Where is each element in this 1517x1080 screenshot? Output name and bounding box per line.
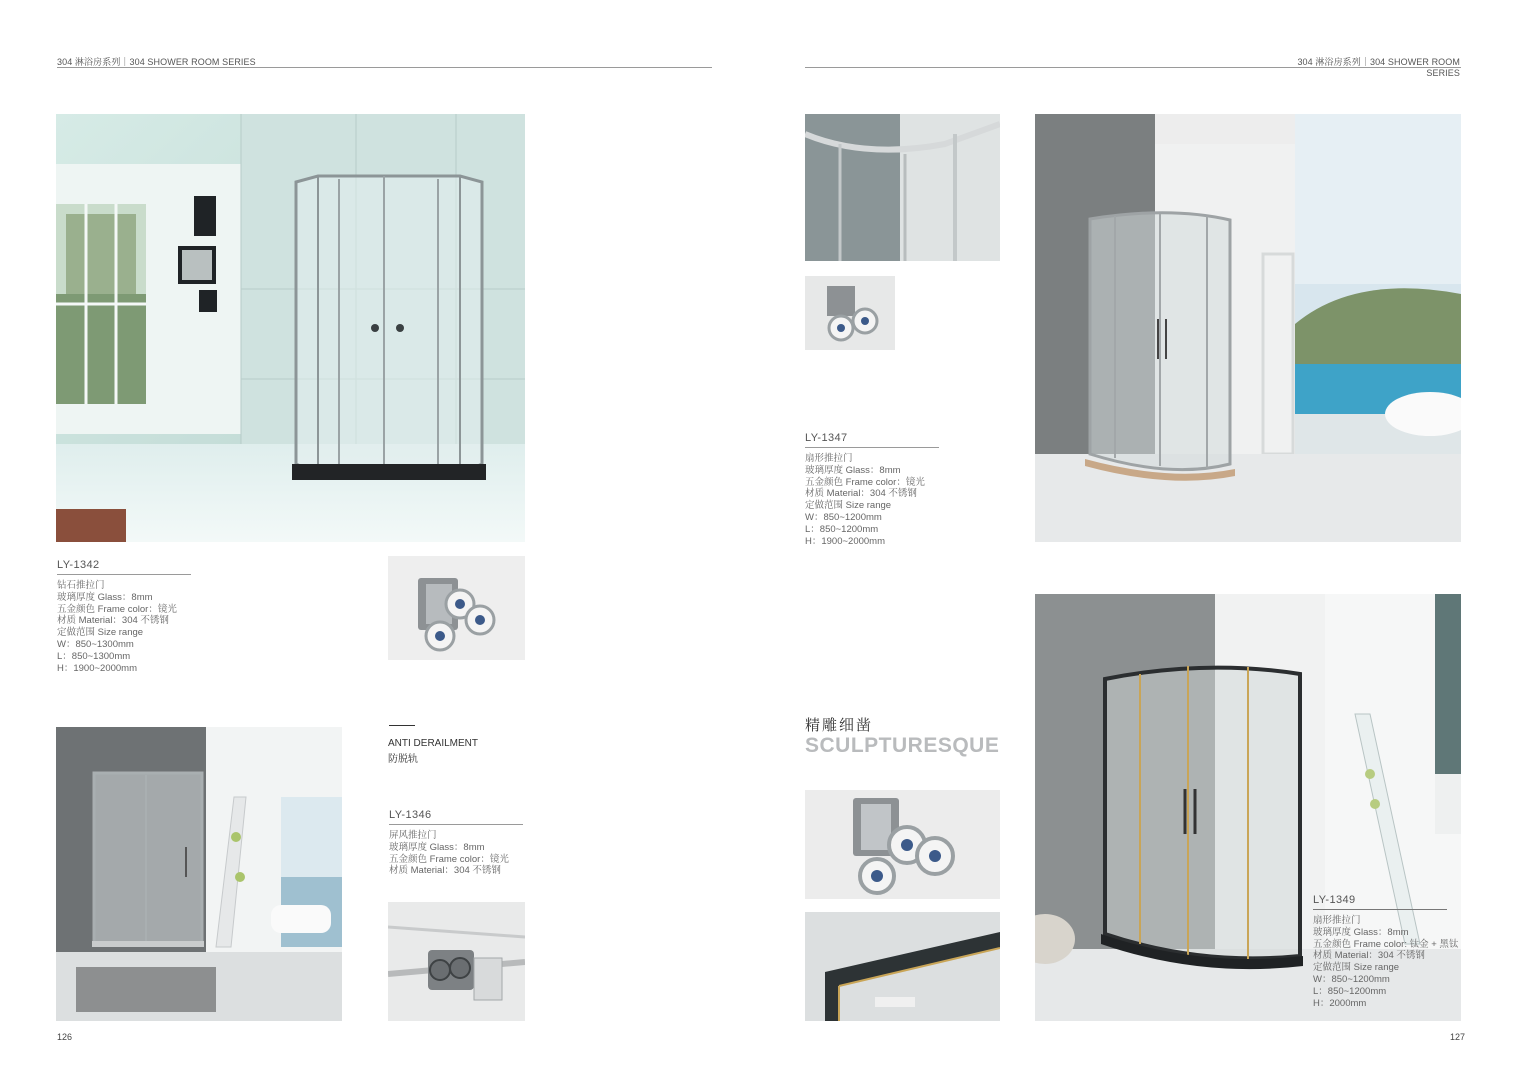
roller-detail-photo xyxy=(388,556,525,660)
spec-line: L：850~1200mm xyxy=(805,523,879,535)
ly-1347-model-rule xyxy=(805,447,939,448)
ly-1346-model: LY-1346 xyxy=(389,809,432,821)
feature-dash xyxy=(389,725,415,726)
ly-1349-model-rule xyxy=(1313,909,1447,910)
ly-1342-photo xyxy=(56,114,525,542)
spec-line: 屏风推拉门 xyxy=(389,830,437,841)
ly-1346-photo xyxy=(56,727,342,1021)
small-roller-photo xyxy=(805,276,895,350)
ly-1347-specs xyxy=(805,453,925,547)
spec-line: 材质 Material：304 不锈钢 xyxy=(805,488,917,500)
left-header-rule xyxy=(57,67,712,68)
spec-line: 玻璃厚度 Glass：8mm xyxy=(389,841,485,853)
spec-line: 定做范围 Size range xyxy=(1313,962,1400,974)
spec-line: L：850~1300mm xyxy=(57,650,131,662)
spec-line: 材质 Material：304 不锈钢 xyxy=(1313,950,1425,962)
spec-line: 玻璃厚度 Glass：8mm xyxy=(805,464,901,476)
ly-1347-model: LY-1347 xyxy=(805,432,848,444)
ly-1342-model-rule xyxy=(57,574,191,575)
spec-line: 五金颜色 Frame color：镜光 xyxy=(57,603,177,615)
spec-line: 五金颜色 Frame color：镜光 xyxy=(389,853,509,865)
spec-line: 玻璃厚度 Glass：8mm xyxy=(57,591,153,603)
spec-line: 定做范围 Size range xyxy=(805,500,892,512)
feature-title-cn: 防脱轨 xyxy=(388,754,418,765)
large-roller-photo xyxy=(805,790,1000,899)
sculpturesque-title-en: SCULPTURESQUE xyxy=(805,734,1000,757)
frame-corner-detail-photo xyxy=(805,912,1000,1021)
ly-1349-specs xyxy=(1313,915,1458,1009)
spec-line: 材质 Material：304 不锈钢 xyxy=(389,865,501,877)
spec-line: L：850~1200mm xyxy=(1313,985,1387,997)
right-page-number: 127 xyxy=(1450,1032,1466,1042)
sculpturesque-title-cn: 精雕细凿 xyxy=(805,717,874,734)
track-roller-detail-photo xyxy=(388,902,525,1021)
curved-glass-detail-photo xyxy=(805,114,1000,261)
ly-1347-photo xyxy=(1035,114,1461,542)
ly-1346-model-rule xyxy=(389,824,523,825)
spec-line: 玻璃厚度 Glass：8mm xyxy=(1313,926,1409,938)
spec-line: 定做范围 Size range xyxy=(57,627,144,639)
right-page-header: 304 淋浴房系列｜304 SHOWER ROOM SERIES xyxy=(1297,57,1460,78)
feature-title-en: ANTI DERAILMENT xyxy=(388,738,479,749)
spec-line: H：1900~2000mm xyxy=(57,662,138,674)
spec-line: 材质 Material：304 不锈钢 xyxy=(57,615,169,627)
left-page-number: 126 xyxy=(57,1032,73,1042)
spec-line: H：2000mm xyxy=(1313,997,1367,1009)
spec-line: 扇形推拉门 xyxy=(805,453,853,464)
spec-line: W：850~1200mm xyxy=(805,511,882,523)
ly-1349-model: LY-1349 xyxy=(1313,894,1356,906)
spec-line: H：1900~2000mm xyxy=(805,535,886,547)
spec-line: 五金颜色 Frame color: 钛金 + 黑钛 xyxy=(1313,938,1459,950)
spec-line: 钻石推拉门 xyxy=(57,580,105,591)
spec-line: W：850~1300mm xyxy=(57,638,134,650)
right-header-rule xyxy=(805,67,1461,68)
spec-line: W：850~1200mm xyxy=(1313,973,1390,985)
left-page-header: 304 淋浴房系列｜304 SHOWER ROOM SERIES xyxy=(57,57,256,67)
ly-1342-specs xyxy=(57,580,177,674)
ly-1342-model: LY-1342 xyxy=(57,559,100,571)
spec-line: 扇形推拉门 xyxy=(1313,915,1361,926)
ly-1346-specs xyxy=(389,830,509,877)
spec-line: 五金颜色 Frame color：镜光 xyxy=(805,476,925,488)
